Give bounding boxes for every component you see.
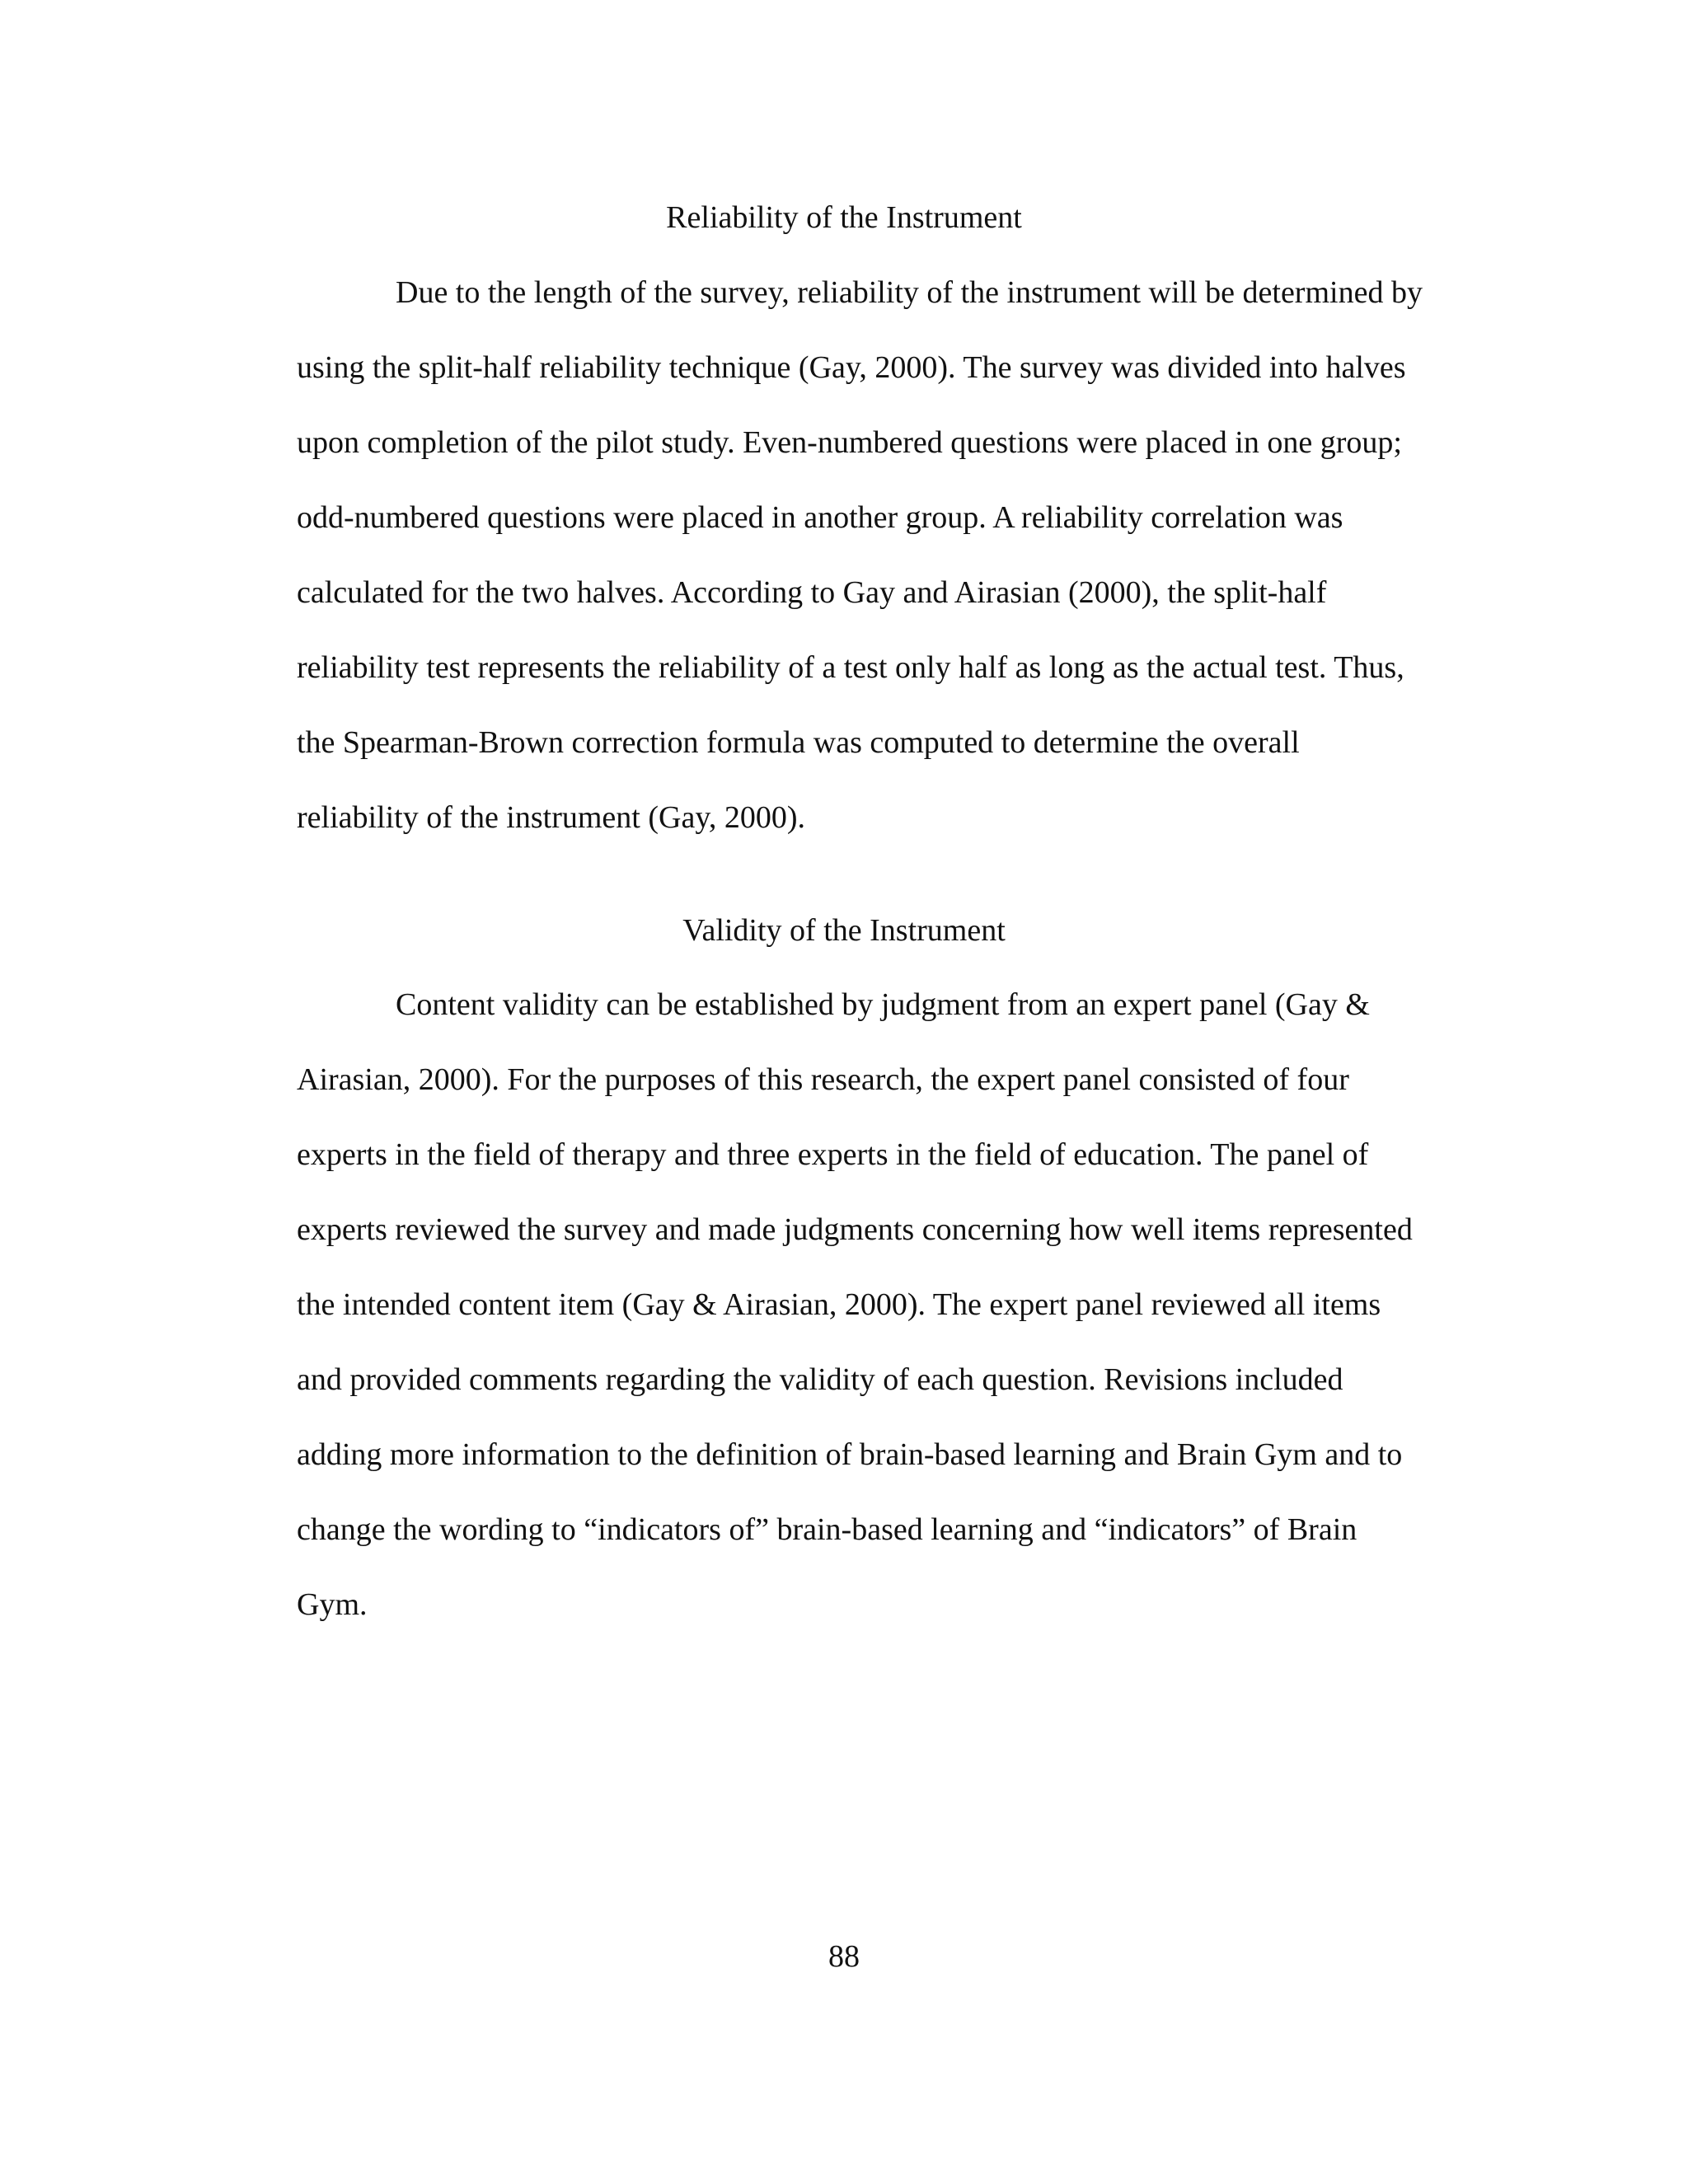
paragraph-line: the Spearman-Brown correction formula was computed to determine the overall	[297, 725, 1300, 760]
paragraph-line: odd-numbered questions were placed in another group. A reliability correlation was	[297, 500, 1343, 535]
paragraph-line: upon completion of the pilot study. Even-numbered questions were placed in one group;	[297, 425, 1402, 460]
paragraph-line: and provided comments regarding the validity of each question. Revisions included	[297, 1362, 1343, 1397]
paragraph-line: the intended content item (Gay & Airasian, 2000). The expert panel reviewed all items	[297, 1287, 1381, 1322]
paragraph-line: Airasian, 2000). For the purposes of this research, the expert panel consisted of four	[297, 1062, 1349, 1097]
section-heading-reliability: Reliability of the Instrument	[666, 200, 1022, 235]
paragraph-line: using the split-half reliability technique (Gay, 2000). The survey was divided into halves	[297, 350, 1406, 385]
paragraph-line: adding more information to the definition of brain-based learning and Brain Gym and to	[297, 1437, 1403, 1472]
paragraph-line: reliability test represents the reliability of a test only half as long as the actual test. Thus,	[297, 650, 1404, 685]
paragraph-line: Content validity can be established by judgment from an expert panel (Gay &	[396, 987, 1370, 1022]
paragraph-line: change the wording to “indicators of” brain-based learning and “indicators” of Brain	[297, 1512, 1357, 1547]
section-heading-validity: Validity of the Instrument	[682, 913, 1006, 948]
paragraph-line: Gym.	[297, 1587, 368, 1622]
paragraph-line: Due to the length of the survey, reliability of the instrument will be determined by	[396, 275, 1423, 310]
paragraph-line: experts in the field of therapy and three experts in the field of education. The panel of	[297, 1137, 1369, 1172]
paragraph-line: experts reviewed the survey and made judgments concerning how well items represented	[297, 1212, 1413, 1247]
page-number: 88	[828, 1939, 860, 1974]
paragraph-line: reliability of the instrument (Gay, 2000).	[297, 800, 805, 835]
paragraph-line: calculated for the two halves. According to Gay and Airasian (2000), the split-half	[297, 575, 1327, 610]
